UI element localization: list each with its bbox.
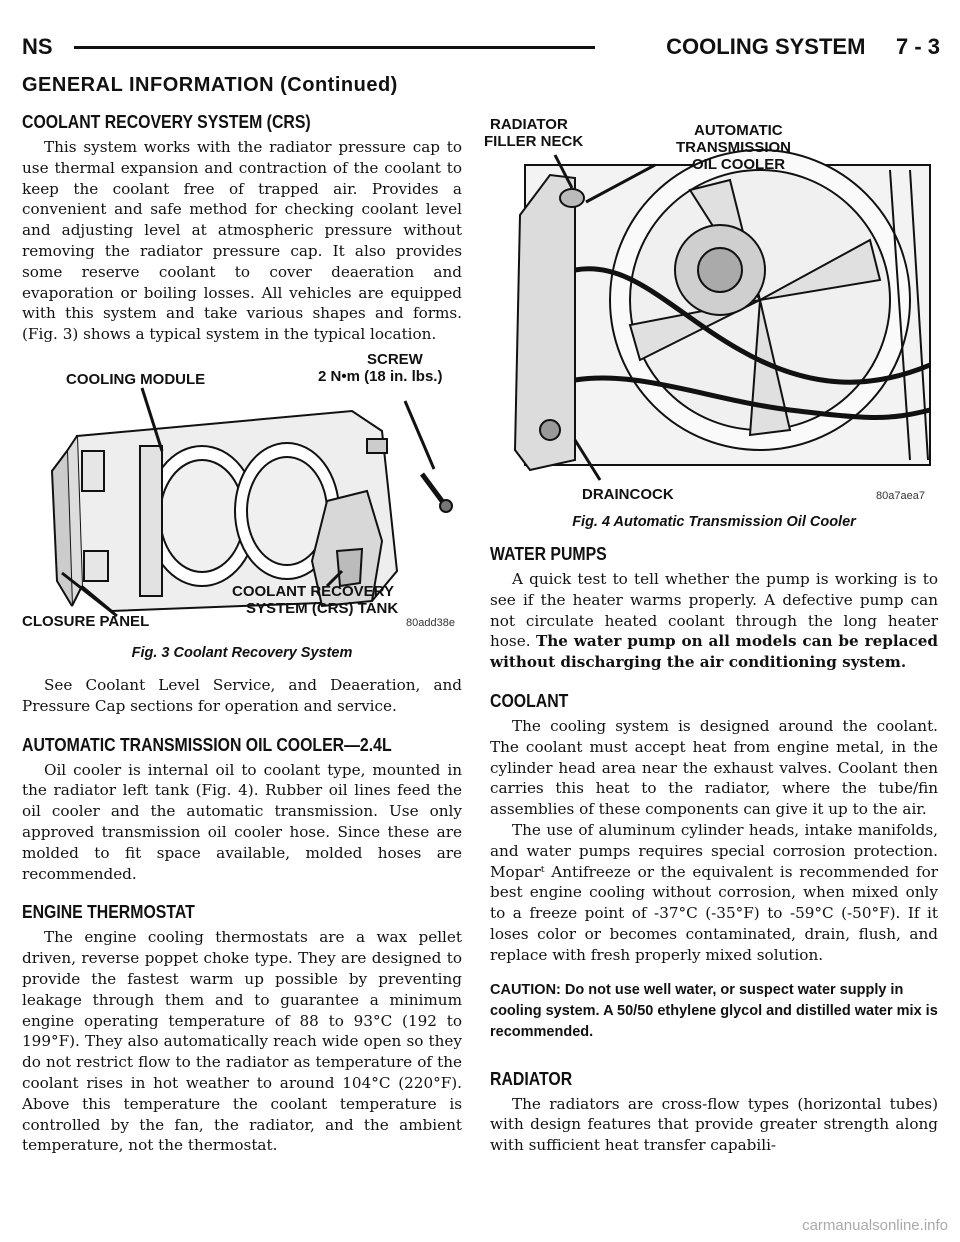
figure-4 [484,110,938,510]
left-column [22,112,462,1156]
heading-water-pumps: WATER PUMPS [490,544,607,564]
label-filler-neck-line1: RADIATOR [490,116,568,133]
site-watermark: carmanualsonline.info [802,1217,948,1234]
label-filler-neck-line2: FILLER NECK [484,133,584,150]
radiator-body: The radiators are cross-flow types (horizontal tubes) with design features that provide greater strength along with sufficient heat transfer capabili- [490,1094,938,1155]
figure-3 [22,351,462,641]
label-cooling-module: COOLING MODULE [66,370,206,388]
label-screw: SCREW [367,350,423,368]
water-pumps-bold-note: The water pump on all models can be replaced without discharging the air conditioning system. [490,632,938,672]
right-column [484,110,938,1156]
coolant-body-1: The cooling system is designed around the coolant. The coolant must accept heat from engine metal, in the cylinder head area near the exhaust valves. Coolant then carries this heat to the radiator, where the tube/fin assemblies of these components can give it up to the air. [490,716,938,819]
oil-cooler-body: Oil cooler is internal oil to coolant type, mounted in the radiator left tank (Fig. 4). Rubber oil lines feed the oil cooler and the automatic transmission. Use only approved transmission oil cooler hose. Since these are molded to fit space available, molded hoses are recommended. [22,760,462,883]
coolant-body-2: The use of aluminum cylinder heads, intake manifolds, and water pumps requires special corrosion protection. Moparᵗ Antifreeze or the equivalent is recommended for best engine cooling without corrosion, when mixed only to a freeze point of -37°C (-35°F) to -59°C (-50°F). If it loses color or becomes contaminated, drain, flush, and replace with fresh properly mixed solution. [490,820,938,964]
figure-4-caption: Fig. 4 Automatic Transmission Oil Cooler [572,514,856,530]
water-pumps-body [490,569,938,673]
figure-4-code: 80a7aea7 [876,490,925,502]
label-oil-cooler-line2: TRANSMISSION [676,139,792,156]
heading-thermostat: ENGINE THERMOSTAT [22,902,195,923]
heading-crs: COOLANT RECOVERY SYSTEM (CRS) [22,112,311,132]
label-oil-cooler-line3: OIL COOLER [692,156,786,173]
heading-radiator: RADIATOR [490,1068,573,1089]
header-section-title: COOLING SYSTEM 7 - 3 [666,34,940,59]
label-crs-tank-line2: SYSTEM (CRS) TANK [246,599,399,617]
crs-body: This system works with the radiator pressure cap to use thermal expansion and contraction of the coolant to keep the coolant free of trapped air. Provides a convenient and safe method for checking coolant level and adjusting level at atmospheric pressure without removing the radiator pressure cap. It also provides some reserve coolant to cover deaeration and evaporation or boiling losses. All vehicles are equipped with this system and take various shapes and forms. (Fig. 3) shows a typical system in the typical location. [22,138,462,344]
thermostat-body: The engine cooling thermostats are a wax pellet driven, reverse poppet choke type. They are designed to provide the fastest warm up possible by preventing leakage through them and to guarantee a minimum engine operating temperature of 88 to 93°C (192 to 199°F). They also automatically reach wide open so they do not restrict flow to the radiator as temperature of the coolant rises in hot weather to around 104°C (220°F). Above this temperature the coolant temperature is controlled by the fan, the radiator, and the ambient temperature, not the thermostat. [22,928,462,1155]
page-subheader: GENERAL INFORMATION (Continued) [22,74,398,96]
crs-service-note: See Coolant Level Service, and Deaeration, and Pressure Cap sections for operation and service. [22,675,462,715]
label-draincock: DRAINCOCK [582,486,674,503]
label-closure-panel: CLOSURE PANEL [22,612,150,630]
water-pumps-text: A quick test to tell whether the pump is working is to see if the heater warms properly. A defective pump can not circulate heated coolant through the long heater hose. [490,570,938,651]
heading-coolant: COOLANT [490,690,569,711]
header-rule [74,46,595,49]
header-vehicle-code: NS [22,34,53,59]
heading-oil-cooler: AUTOMATIC TRANSMISSION OIL COOLER—2.4L [22,734,392,755]
label-screw-torque: 2 N•m (18 in. lbs.) [318,367,443,385]
figure-3-caption: Fig. 3 Coolant Recovery System [131,644,353,661]
label-oil-cooler-line1: AUTOMATIC [694,122,783,139]
coolant-caution: CAUTION: Do not use well water, or suspect water supply in cooling system. A 50/50 ethylene glycol and distilled water mix is recommended. [490,981,938,1040]
figure-3-code: 80add38e [406,616,455,629]
label-crs-tank-line1: COOLANT RECOVERY [232,582,394,600]
page-header [22,28,940,68]
